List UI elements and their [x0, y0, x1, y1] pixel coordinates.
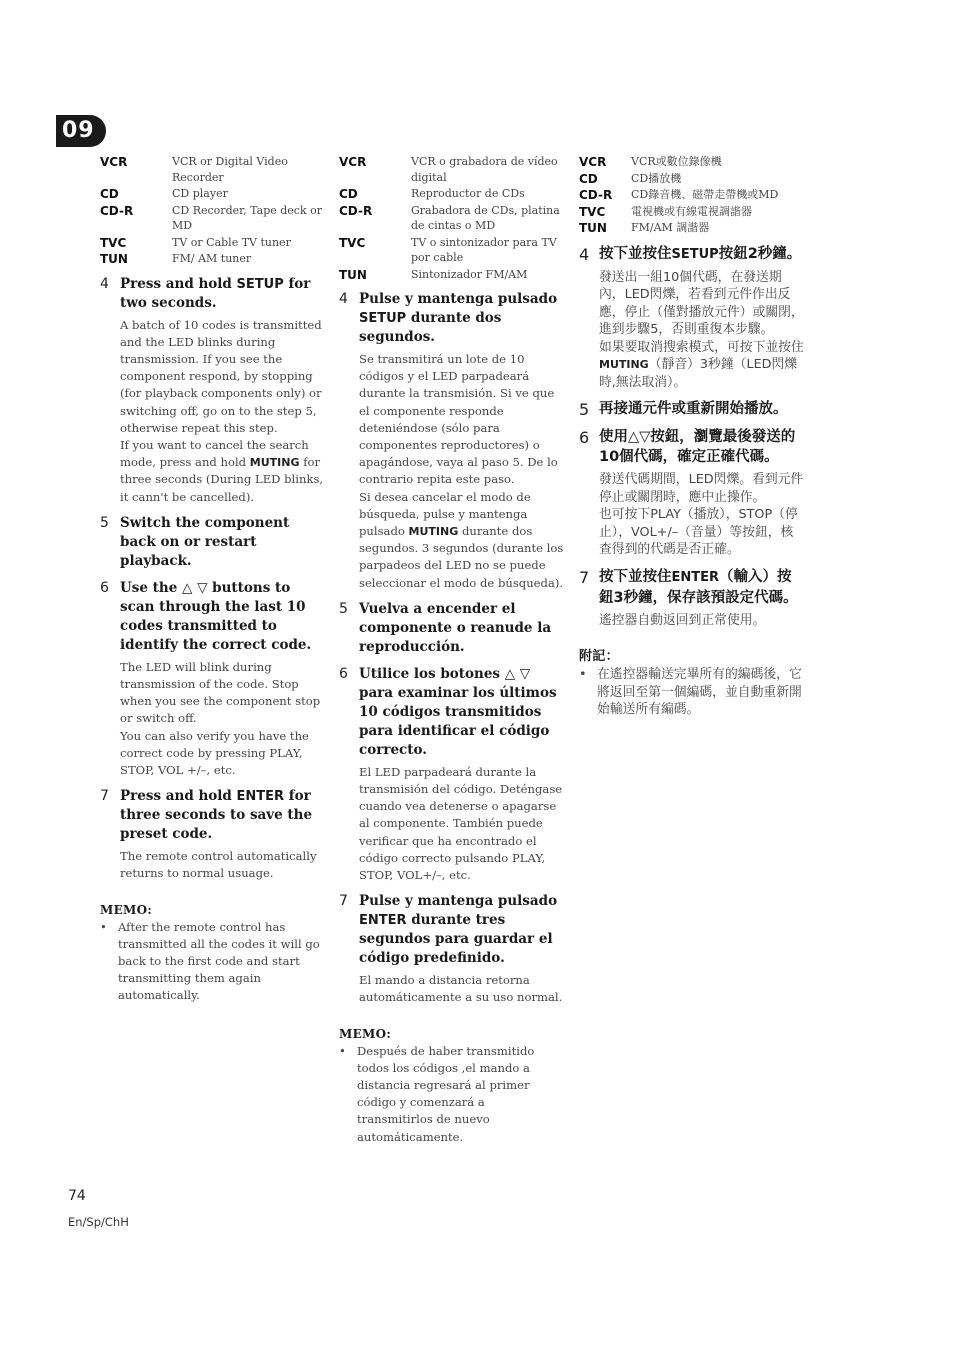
step-6 — [100, 579, 325, 779]
bullet-icon: • — [100, 919, 107, 934]
step-title-text: Pulse y mantenga pulsado — [359, 893, 558, 910]
description-text: A batch of 10 codes is transmitted and the LED blinks during transmission. If you see the component respond, by stopping (for playback components only) or switching off, go on to the step 5, otherwise repeat this step. If you want to cancel the search mode, press and hold — [120, 317, 322, 470]
term-description: Grabadora de CDs, platina de cintas o MD — [411, 203, 560, 232]
step-title — [120, 787, 325, 844]
term-code: CD-R — [339, 203, 373, 218]
step-title-text: （輸入）按鈕3秒鐘，保存該預設定代碼。 — [599, 568, 798, 606]
step-body — [120, 514, 325, 571]
step-number: 7 — [339, 893, 348, 910]
step-title-text: for two seconds. — [120, 275, 311, 311]
step-number: 5 — [579, 400, 590, 419]
term-description: FM/AM 調諧器 — [631, 221, 710, 234]
step-title — [359, 892, 564, 968]
step-description — [120, 317, 325, 506]
description-text: 遙控器自動返回到正常使用。 — [599, 612, 766, 628]
step-description — [359, 972, 564, 1006]
term-row — [579, 171, 804, 187]
step-title-text: Utilice los botones △ ▽ para examinar los últimos 10 códigos transmitidos para identificar el código correcto. — [359, 665, 557, 758]
term-description: 電視機或有線電視調諧器 — [631, 204, 752, 218]
step-number: 5 — [100, 514, 109, 531]
term-code: CD-R — [579, 188, 613, 202]
term-row — [100, 251, 325, 267]
step-number: 6 — [579, 428, 590, 447]
step-number: 4 — [339, 291, 348, 307]
step-title — [359, 665, 564, 760]
step-body — [359, 665, 564, 884]
step-body — [599, 399, 804, 419]
button-name: ENTER — [236, 789, 285, 805]
step-title — [599, 567, 804, 608]
term-code: TUN — [579, 221, 607, 235]
step-title-text: 按鈕2秒鐘。 — [718, 245, 802, 262]
chapter-badge — [56, 115, 106, 147]
column-english — [100, 154, 325, 1005]
step-title — [599, 244, 804, 265]
term-code: TUN — [100, 252, 128, 266]
step-title-text: durante tres segundos para guardar el código predefinido. — [359, 912, 553, 967]
button-name: MUTING — [408, 525, 459, 539]
term-row — [339, 154, 564, 185]
term-row — [339, 186, 564, 202]
description-text: for three seconds (During LED blinks, it cann't be cancelled). — [120, 455, 324, 504]
button-name: MUTING — [249, 456, 300, 470]
step-4 — [339, 290, 564, 592]
step-4 — [579, 244, 804, 392]
term-row — [579, 204, 804, 220]
step-title-text: 使用△▽按鈕，瀏覽最後發送的10個代碼，確定正確代碼。 — [599, 429, 796, 465]
step-6 — [579, 427, 804, 559]
step-title-text: 按下並按住 — [599, 245, 672, 262]
step-body — [359, 290, 564, 592]
term-code: TVC — [339, 235, 366, 250]
step-title-text: Press and hold — [120, 788, 237, 805]
column-chinese — [579, 154, 804, 719]
language-codes: En/Sp/ChH — [68, 1215, 129, 1229]
step-description — [120, 848, 325, 882]
step-7 — [100, 787, 325, 882]
step-body — [120, 579, 325, 779]
term-row — [100, 186, 325, 202]
term-description: Reproductor de CDs — [411, 187, 525, 200]
step-title-text: Pulse y mantenga pulsado — [359, 291, 558, 307]
term-code: CD — [100, 187, 119, 201]
term-row — [100, 154, 325, 185]
page-number: 74 — [68, 1188, 86, 1204]
term-code: CD-R — [100, 203, 134, 218]
step-title — [120, 514, 325, 571]
step-description — [599, 471, 804, 559]
column-spanish — [339, 154, 564, 1146]
step-body — [599, 244, 804, 392]
term-description: FM/ AM tuner — [172, 252, 252, 265]
description-text: （靜音）3秒鐘（LED閃爍時,無法取消）。 — [599, 357, 798, 390]
term-row — [339, 267, 564, 283]
step-body — [120, 275, 325, 506]
step-description — [359, 351, 564, 592]
description-text: The LED will blink during transmission of the code. Stop when you see the component stop or switch off. You can also verify you have the correct code by pressing PLAY, STOP, VOL +/–, etc. — [120, 659, 321, 777]
term-row — [579, 220, 804, 236]
step-5 — [579, 399, 804, 419]
step-title-text: 按下並按住 — [599, 568, 672, 585]
description-text: durante dos segundos. 3 segundos (durante los parpadeos del LED no se puede seleccionar el modo de búsqueda). — [359, 524, 564, 590]
term-description: CD播放機 — [631, 171, 682, 185]
step-7 — [579, 567, 804, 630]
description-text: El mando a distancia retorna automáticamente a su uso normal. — [359, 973, 563, 1005]
step-5 — [100, 514, 325, 571]
term-row — [339, 203, 564, 234]
step-title — [599, 399, 804, 419]
step-body — [599, 567, 804, 630]
term-description: TV or Cable TV tuner — [172, 235, 291, 249]
step-description — [599, 269, 804, 392]
step-5 — [339, 600, 564, 657]
step-body — [359, 892, 564, 1006]
button-name: SETUP — [359, 311, 407, 326]
button-name: SETUP — [236, 276, 284, 292]
step-body — [120, 787, 325, 882]
term-description: Sintonizador FM/AM — [411, 267, 528, 281]
step-title — [359, 600, 564, 657]
step-title-text: 再接通元件或重新開始播放。 — [599, 401, 788, 417]
component-term-list — [100, 154, 325, 267]
button-name: SETUP — [671, 246, 719, 262]
step-number: 7 — [579, 567, 590, 587]
step-6 — [339, 665, 564, 884]
description-text: The remote control automatically returns to normal usuage. — [120, 849, 317, 881]
term-description: CD Recorder, Tape deck or MD — [172, 203, 323, 232]
step-body — [359, 600, 564, 657]
memo-heading: MEMO: — [100, 902, 153, 917]
step-number: 5 — [339, 600, 348, 617]
term-code: VCR — [100, 155, 128, 169]
step-title — [359, 290, 564, 347]
description-text: 發送代碼期間，LED閃爍。看到元件停止或關閉時，應中止操作。 也可按下PLAY（播放），STOP（停止），VOL+/–（音量）等按鈕，核查得到的代碼是否正確。 — [599, 472, 804, 557]
step-title-text: Use the △ ▽ buttons to scan through the last 10 codes transmitted to identify the correct code. — [120, 579, 312, 653]
term-code: TVC — [579, 204, 606, 219]
term-code: TVC — [100, 235, 127, 250]
memo-item — [579, 666, 804, 719]
term-description: VCR or Digital Video Recorder — [172, 155, 288, 184]
step-4 — [100, 275, 325, 506]
step-body — [599, 427, 804, 559]
memo-text: Después de haber transmitido todos los códigos ,el mando a distancia regresará al primer código y comenzará a transmitirlos de nuevo automáticamente. — [357, 1043, 535, 1144]
step-number: 4 — [579, 244, 590, 264]
step-description — [359, 764, 564, 884]
term-description: CD player — [172, 187, 228, 200]
step-description — [599, 612, 804, 630]
step-title-text: Vuelva a encender el componente o reanude la reproducción. — [359, 600, 552, 655]
step-number: 7 — [100, 788, 109, 805]
bullet-icon: • — [339, 1043, 346, 1058]
term-description: TV o sintonizador para TV por cable — [411, 235, 557, 264]
memo-text: After the remote control has transmitted all the codes it will go back to the first code and start transmitting them again automatically. — [118, 919, 320, 1003]
button-name: MUTING — [599, 358, 649, 371]
memo-item — [100, 919, 325, 1005]
step-title-text: for three seconds to save the preset code. — [120, 788, 313, 843]
description-text: El LED parpadeará durante la transmisión del código. Deténgase cuando vea detenerse o apagarse al componente. También puede verificar que ha encontrado el código correcto pulsando PLAY, STOP, VOL+/–, etc. — [359, 764, 563, 883]
term-code: VCR — [339, 155, 367, 169]
description-text: Se transmitirá un lote de 10 códigos y el LED parpadeará durante la transmisión. Si ve que el componente responde deteniéndose (sólo para componentes reproductores) o apagándose, vaya al paso 5. De lo contrario repita este paso. Si desea cancelar el modo de búsqueda, pulse y mantenga pulsado — [359, 352, 558, 539]
term-description: VCR或數位錄像機 — [631, 155, 722, 168]
step-number: 6 — [100, 579, 109, 596]
term-row — [100, 203, 325, 234]
term-code: CD — [339, 187, 358, 201]
step-title-text: Press and hold — [120, 275, 237, 292]
description-text: 發送出一組10個代碼，在發送期內，LED閃爍，若看到元件作出反應，停止（僅對播放元件）或關閉，進到步驟5，否則重復本步驟。 如果要取消搜索模式，可按下並按住 — [599, 269, 804, 355]
step-title-text: durante dos segundos. — [359, 310, 502, 345]
button-name: ENTER — [671, 569, 720, 585]
step-title — [120, 579, 325, 655]
term-code: TUN — [339, 267, 367, 282]
component-term-list — [339, 154, 564, 282]
term-code: CD — [579, 171, 598, 186]
memo-item — [339, 1043, 564, 1146]
term-description: VCR o grabadora de vídeo digital — [411, 155, 558, 184]
memo-heading: MEMO: — [339, 1026, 392, 1041]
step-title — [120, 275, 325, 313]
term-description: CD錄音機、磁帶走帶機或MD — [631, 188, 779, 201]
term-row — [339, 235, 564, 266]
bullet-icon: • — [579, 667, 587, 682]
memo-text: 在遙控器輸送完畢所有的編碼後，它將返回至第一個編碼，並自動重新開始輸送所有編碼。 — [597, 667, 802, 717]
chapter-number: 09 — [62, 118, 95, 143]
term-row — [100, 235, 325, 251]
term-row — [579, 154, 804, 170]
button-name: ENTER — [359, 913, 407, 929]
component-term-list — [579, 154, 804, 236]
step-title-text: Switch the component back on or restart playback. — [120, 514, 290, 569]
term-code: VCR — [579, 155, 607, 169]
step-number: 4 — [100, 275, 109, 292]
memo-heading: 附記： — [579, 649, 619, 664]
term-row — [579, 187, 804, 203]
step-description — [120, 659, 325, 779]
step-title — [599, 427, 804, 467]
step-number: 6 — [339, 665, 348, 682]
step-7 — [339, 892, 564, 1006]
